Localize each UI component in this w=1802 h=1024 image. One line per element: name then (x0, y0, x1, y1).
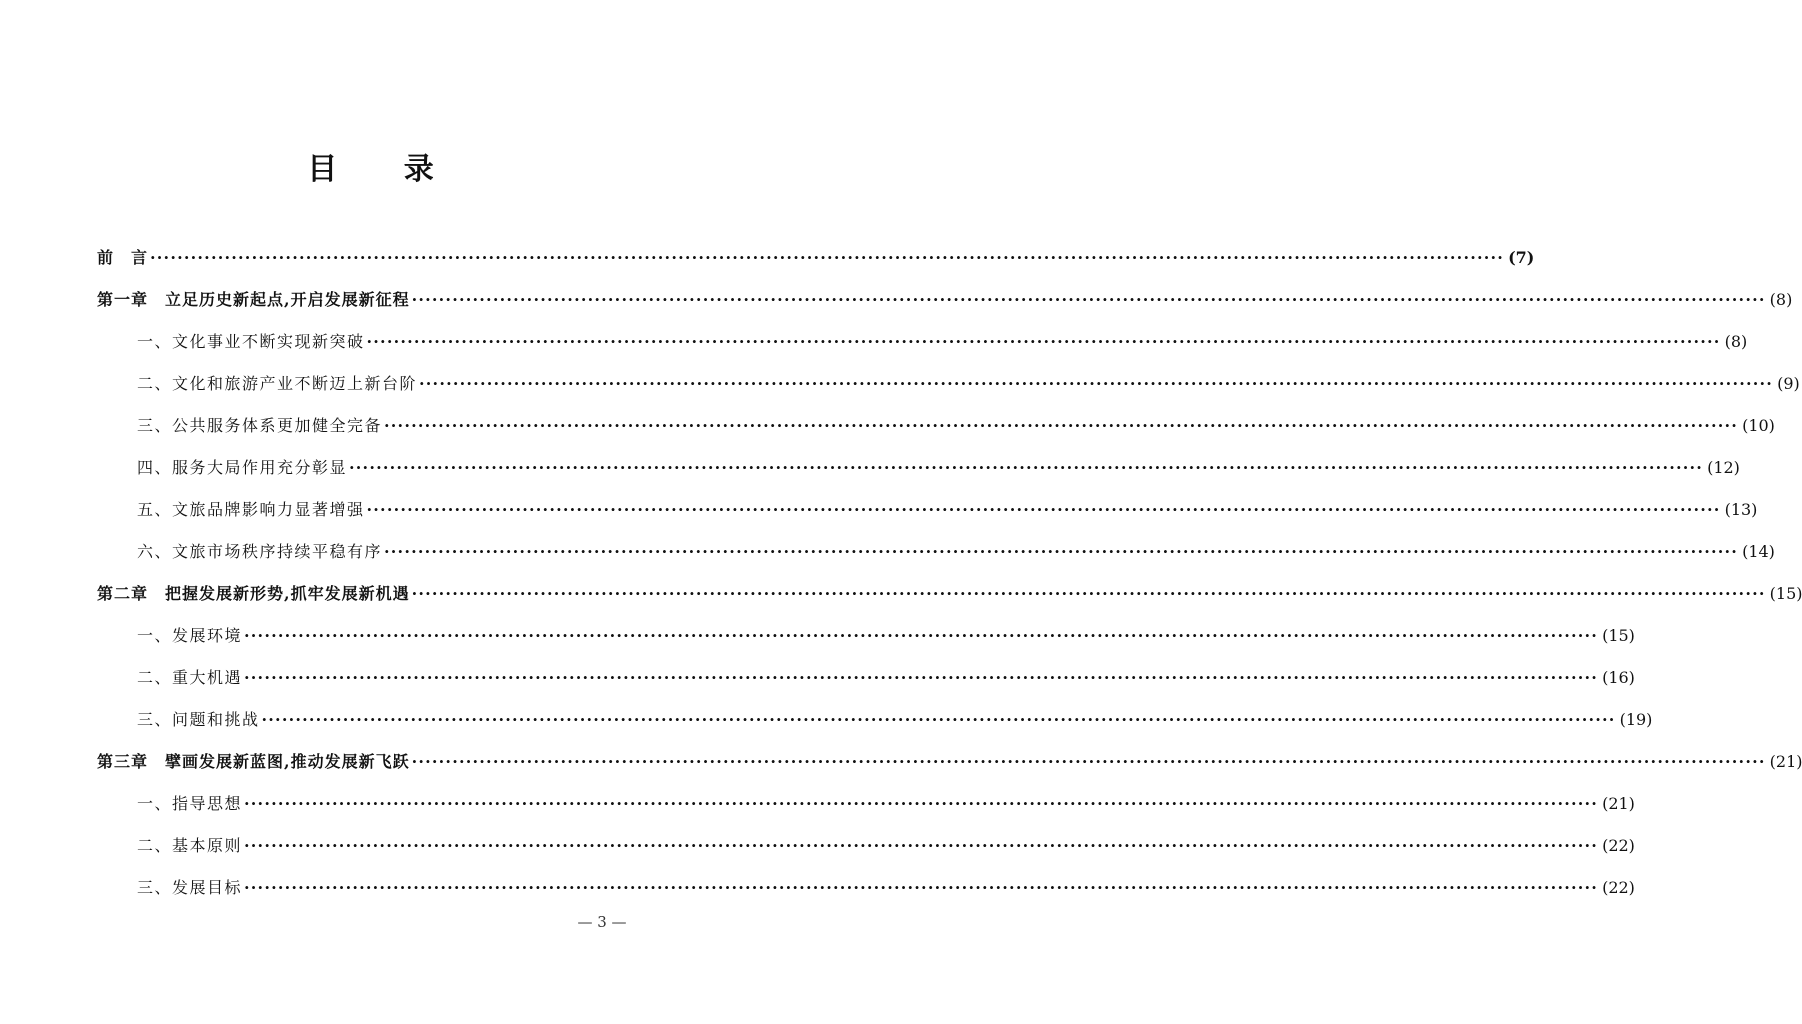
toc-entry-label: 一、指导思想 (137, 794, 243, 813)
toc-entry-label: 三、公共服务体系更加健全完备 (137, 416, 383, 435)
toc-section-entry (137, 789, 1635, 819)
toc-chapter-entry (97, 747, 1802, 777)
toc-section-entry (137, 453, 1740, 483)
toc-entry-label: 一、文化事业不断实现新突破 (137, 332, 365, 351)
toc-section-entry (137, 495, 1758, 525)
toc-leader-dots: ········································································································································································································ (349, 458, 1704, 477)
toc-leader-dots: ········································································································································································································ (419, 374, 1774, 393)
toc-entry-page: (7) (1508, 248, 1535, 267)
page-number: — 3 — (577, 913, 627, 931)
toc-entry-page: (8) (1724, 332, 1748, 351)
toc-leader-dots: ········································································································································································································ (244, 626, 1599, 645)
toc-entry-page: (15) (1769, 584, 1802, 603)
toc-entry-page: (16) (1602, 668, 1635, 687)
toc-chapter-entry (97, 579, 1802, 609)
toc-leader-dots: ········································································································································································································ (366, 332, 1721, 351)
toc-entry-page: (22) (1602, 836, 1635, 855)
toc-entry-page: (12) (1707, 458, 1740, 477)
toc-entry-label: 三、问题和挑战 (137, 710, 260, 729)
toc-entry-label: 二、文化和旅游产业不断迈上新台阶 (137, 374, 418, 393)
toc-leader-dots: ········································································································································································································ (366, 500, 1721, 519)
toc-entry-page: (10) (1742, 416, 1775, 435)
toc-entry-label: 一、发展环境 (137, 626, 243, 645)
toc-entry-page: (14) (1742, 542, 1775, 561)
toc-entry-page: (19) (1619, 710, 1653, 729)
toc-entry-page: (21) (1602, 794, 1635, 813)
toc-section-entry (137, 621, 1635, 651)
toc-leader-dots: ········································································································································································································ (244, 878, 1599, 897)
toc-entry-label: 三、发展目标 (137, 878, 243, 897)
toc-section-entry (137, 411, 1775, 441)
toc-section-entry (137, 327, 1748, 357)
toc-entry-page: (9) (1777, 374, 1800, 393)
toc-entry-label: 前 言 (97, 248, 149, 267)
toc-entry-label: 六、文旅市场秩序持续平稳有序 (137, 542, 383, 561)
toc-section-entry (137, 537, 1775, 567)
toc-entry-label: 五、文旅品牌影响力显著增强 (137, 500, 365, 519)
toc-section-entry (137, 663, 1635, 693)
toc-leader-dots: ········································································································································································································ (411, 752, 1766, 771)
toc-chapter-entry (97, 243, 1535, 273)
toc-entry-label: 第三章 擘画发展新蓝图,推动发展新飞跃 (97, 752, 410, 771)
toc-section-entry (137, 369, 1800, 399)
toc-entry-page: (15) (1602, 626, 1635, 645)
toc-leader-dots: ········································································································································································································ (411, 584, 1766, 603)
toc-section-entry (137, 873, 1635, 903)
toc-leader-dots: ········································································································································································································ (244, 836, 1599, 855)
toc-entry-label: 二、基本原则 (137, 836, 243, 855)
toc-chapter-entry (97, 285, 1793, 315)
toc-leader-dots: ········································································································································································································ (244, 668, 1599, 687)
toc-section-entry (137, 831, 1635, 861)
toc-leader-dots: ········································································································································································································ (411, 290, 1766, 309)
toc-entry-page: (8) (1769, 290, 1793, 309)
toc-leader-dots: ········································································································································································································ (384, 416, 1739, 435)
toc-entry-label: 四、服务大局作用充分彰显 (137, 458, 348, 477)
toc-entry-page: (21) (1769, 752, 1802, 771)
toc-leader-dots: ········································································································································································································ (261, 710, 1616, 729)
toc-entry-label: 第二章 把握发展新形势,抓牢发展新机遇 (97, 584, 410, 603)
toc-entry-label: 二、重大机遇 (137, 668, 243, 687)
toc-entry-page: (22) (1602, 878, 1635, 897)
toc-leader-dots: ········································································································································································································ (150, 248, 1505, 267)
toc-entry-page: (13) (1724, 500, 1758, 519)
toc-entry-label: 第一章 立足历史新起点,开启发展新征程 (97, 290, 410, 309)
toc-section-entry (137, 705, 1653, 735)
toc-leader-dots: ········································································································································································································ (384, 542, 1739, 561)
toc-leader-dots: ········································································································································································································ (244, 794, 1599, 813)
page-title: 目 录 (307, 152, 462, 187)
